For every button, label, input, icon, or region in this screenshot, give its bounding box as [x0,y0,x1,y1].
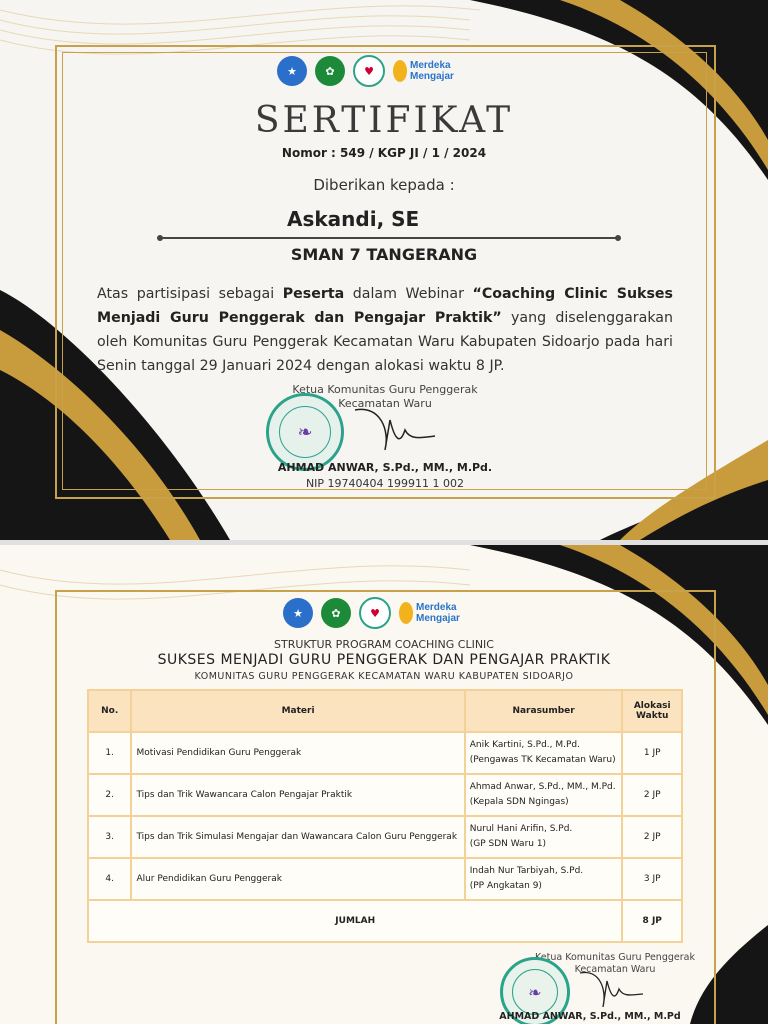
mm-line2: Mengajar [410,71,454,82]
signature-icon [575,965,655,1015]
name-underline [160,237,618,239]
merdeka-mengajar-logo: Merdeka Mengajar [399,602,460,624]
signer-name-2: AHMAD ANWAR, S.Pd., MM., M.Pd [499,1011,681,1022]
schedule-heading-small: STRUKTUR PROGRAM COACHING CLINIC [274,638,494,651]
community-stamp-icon: ❧ [266,393,344,471]
col-alokasi: Alokasi Waktu [623,691,681,731]
signer-role: Ketua Komunitas Guru Penggerak Kecamatan Waru [292,383,478,410]
table-row: 3. Tips dan Trik Simulasi Mengajar dan Wawancara Calon Guru Penggerak Nurul Hani Arifin, S.Pd. (GP SDN Waru 1) 2 JP [89,817,681,857]
logo-row-2 [283,597,460,629]
logo-row [277,55,454,87]
signer-name: AHMAD ANWAR, S.Pd., MM., M.Pd. [277,461,493,474]
table-row: 2. Tips dan Trik Wawancara Calon Pengajar Praktik Ahmad Anwar, S.Pd., MM., M.Pd. (Kepala SDN Ngingas) 2 JP [89,775,681,815]
col-narasumber: Narasumber [466,691,622,731]
certificate-title: SERTIFIKAT [254,100,514,141]
recipient-school: SMAN 7 TANGERANG [290,245,478,264]
sidoarjo-logo-icon: ✿ [315,56,345,86]
schedule-heading-main: SUKSES MENJADI GURU PENGGERAK DAN PENGAJAR PRAKTIK [157,652,611,668]
given-to-label: Diberikan kepada : [313,176,455,194]
guru-penggerak-logo-icon: ♥ [359,597,391,629]
total-label: JUMLAH [89,901,621,941]
merdeka-mengajar-logo [393,60,454,82]
schedule-table [87,689,683,943]
kemendikbud-logo-icon: ★ [277,56,307,86]
mm-line1: Merdeka [410,60,451,71]
table-total-row [89,901,681,941]
recipient-name: Askandi, SE [287,207,420,231]
kemendikbud-logo-icon: ★ [283,598,313,628]
schedule-heading-sub: KOMUNITAS GURU PENGGERAK KECAMATAN WARU KABUPATEN SIDOARJO [194,671,574,682]
signature-icon [350,400,450,460]
certificate-number: Nomor : 549 / KGP JI / 1 / 2024 [281,146,487,160]
schedule-page [0,545,768,1024]
table-row: 4. Alur Pendidikan Guru Penggerak Indah Nur Tarbiyah, S.Pd. (PP Angkatan 9) 3 JP [89,859,681,899]
sidoarjo-logo-icon: ✿ [321,598,351,628]
signer-role-2: Ketua Komunitas Guru Penggerak Kecamatan Waru [535,952,695,975]
merdeka-mengajar-icon [399,602,413,624]
guru-penggerak-logo-icon: ♥ [353,55,385,87]
table-header-row [89,691,681,731]
certificate-body: Atas partisipasi sebagai Peserta dalam Webinar “Coaching Clinic Sukses Menjadi Guru Penggerak dan Pengajar Praktik” yang diselenggarakan oleh Komunitas Guru Penggerak Kecamatan Waru Kabupaten Sidoarjo pada hari Senin tanggal 29 Januari 2024 dengan alokasi waktu 8 JP. [97,286,673,374]
col-no: No. [89,691,130,731]
community-stamp-icon: ❧ [500,957,570,1024]
merdeka-mengajar-icon [393,60,407,82]
total-value: 8 JP [623,901,681,941]
col-materi: Materi [132,691,463,731]
signer-nip: NIP 19740404 199911 1 002 [305,477,465,490]
table-row: 1. Motivasi Pendidikan Guru Penggerak Anik Kartini, S.Pd., M.Pd. (Pengawas TK Kecamatan Waru) 1 JP [89,733,681,773]
